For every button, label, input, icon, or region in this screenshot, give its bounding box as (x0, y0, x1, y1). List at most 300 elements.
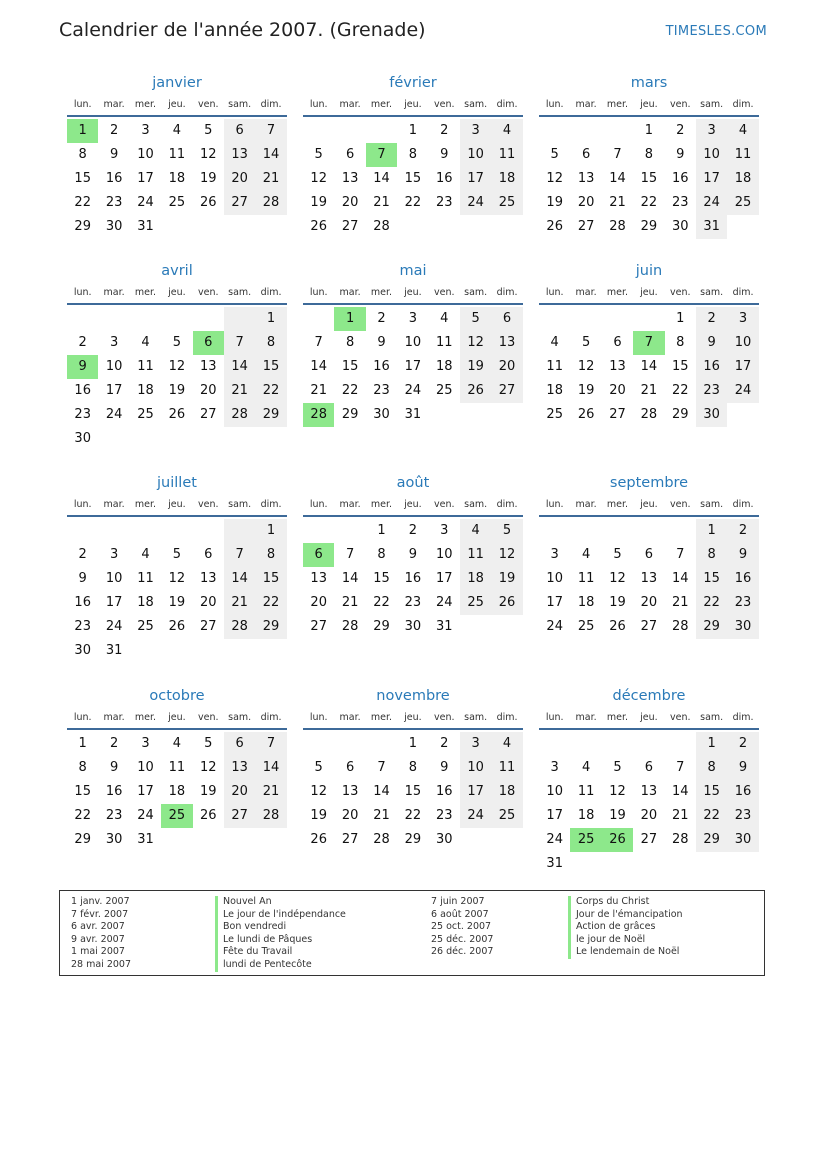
calendar-day: 18 (137, 595, 154, 610)
weekday-label: dim. (732, 99, 754, 110)
weekday-label: dim. (732, 287, 754, 298)
calendar-day: 14 (341, 571, 359, 586)
calendar-day: 19 (577, 383, 595, 398)
calendar-day: 30 (74, 643, 91, 658)
calendar-day: 25 (727, 191, 758, 215)
month-name: juin (635, 263, 663, 279)
calendar-day: 1 (644, 123, 653, 138)
calendar-day: 13 (491, 331, 522, 355)
weekday-label: mer. (134, 287, 157, 298)
weekday-label: dim. (260, 499, 282, 510)
calendar-day: 28 (255, 804, 286, 828)
calendar-day: 25 (577, 619, 595, 634)
calendar-day: 10 (696, 143, 727, 167)
calendar-day: 1 (408, 123, 417, 138)
calendar-day: 18 (137, 383, 154, 398)
weekday-label: sam. (700, 287, 724, 298)
weekday-label: lun. (309, 99, 328, 110)
weekday-header (303, 96, 523, 117)
holiday-name: Nouvel An (215, 896, 346, 909)
calendar-day: 12 (577, 359, 595, 374)
month-name: juillet (157, 475, 197, 491)
empty-day (602, 307, 633, 331)
calendar-day: 15 (404, 784, 422, 799)
calendar-day: 8 (676, 335, 685, 350)
weekday-label: jeu. (640, 499, 658, 510)
holiday-name: Jour de l'émancipation (568, 909, 683, 922)
calendar-day: 20 (199, 595, 217, 610)
holiday-name: Le lundi de Pâques (215, 934, 346, 947)
empty-day (193, 639, 224, 663)
calendar-day: 11 (577, 571, 595, 586)
calendar-day: 30 (74, 431, 91, 446)
calendar-day: 5 (172, 335, 181, 350)
calendar-day: 11 (491, 143, 522, 167)
calendar-day: 2 (696, 307, 727, 331)
empty-day (98, 427, 129, 451)
calendar-day: 12 (168, 571, 186, 586)
calendar-day: 24 (105, 407, 123, 422)
empty-day (570, 732, 601, 756)
empty-day (366, 732, 397, 756)
calendar-day: 5 (172, 547, 181, 562)
weekday-label: mer. (134, 712, 157, 723)
site-logo-link[interactable]: TIMESLES.COM (665, 24, 767, 39)
day-grid (539, 305, 759, 427)
calendar-day: 26 (546, 219, 563, 234)
weekday-header (67, 284, 287, 305)
calendar-day: 6 (224, 732, 255, 756)
empty-day (602, 732, 633, 756)
calendar-day: 5 (613, 760, 622, 775)
holiday-legend (59, 890, 765, 976)
calendar-day: 17 (404, 359, 422, 374)
calendar-day: 6 (204, 547, 213, 562)
calendar-day: 27 (341, 219, 359, 234)
calendar-day: 4 (491, 732, 522, 756)
calendar-day: 9 (440, 147, 449, 162)
weekday-label: ven. (434, 712, 455, 723)
calendar-day: 2 (727, 732, 758, 756)
calendar-day: 8 (345, 335, 355, 350)
calendar-day: 9 (109, 147, 119, 162)
month-calendar (539, 258, 759, 427)
empty-day (224, 307, 255, 331)
day-grid (67, 117, 287, 239)
calendar-day: 9 (727, 756, 758, 780)
empty-day (539, 732, 570, 756)
calendar-day: 15 (671, 359, 689, 374)
calendar-day: 12 (310, 171, 327, 186)
empty-day (130, 639, 161, 663)
calendar-day: 20 (640, 595, 658, 610)
empty-day (98, 519, 129, 543)
empty-day (491, 828, 522, 852)
calendar-day: 19 (546, 195, 563, 210)
empty-day (696, 852, 727, 876)
calendar-day: 24 (105, 619, 123, 634)
holiday-date: 1 janv. 2007 (71, 896, 130, 907)
calendar-day: 8 (408, 760, 417, 775)
weekday-label: lun. (545, 712, 564, 723)
calendar-day: 5 (204, 123, 213, 138)
weekday-header (539, 96, 759, 117)
empty-day (130, 307, 161, 331)
empty-day (460, 615, 491, 639)
calendar-day: 22 (255, 379, 286, 403)
empty-day (665, 519, 696, 543)
calendar-day: 10 (137, 760, 154, 775)
calendar-day: 20 (199, 383, 217, 398)
calendar-day: 1 (78, 736, 87, 751)
calendar-day: 9 (696, 331, 727, 355)
calendar-day: 1 (377, 523, 386, 538)
calendar-day: 22 (341, 383, 359, 398)
empty-day (334, 519, 365, 543)
weekday-header (539, 284, 759, 305)
calendar-day: 17 (727, 355, 758, 379)
calendar-day: 5 (460, 307, 491, 331)
empty-day (193, 828, 224, 852)
weekday-label: mar. (103, 499, 125, 510)
calendar-day: 20 (224, 167, 255, 191)
month-name: janvier (152, 75, 202, 91)
calendar-day: 24 (137, 195, 154, 210)
calendar-day: 23 (696, 379, 727, 403)
empty-day (633, 732, 664, 756)
calendar-day: 27 (224, 804, 255, 828)
calendar-day: 7 (366, 143, 397, 167)
calendar-day: 23 (727, 591, 758, 615)
calendar-day: 25 (137, 619, 154, 634)
empty-day (727, 215, 758, 239)
calendar-day: 29 (404, 832, 422, 847)
weekday-label: dim. (496, 712, 518, 723)
weekday-label: jeu. (404, 712, 422, 723)
empty-day (303, 519, 334, 543)
empty-day (67, 519, 98, 543)
calendar-day: 5 (550, 147, 559, 162)
calendar-day: 15 (640, 171, 658, 186)
calendar-day: 7 (255, 119, 286, 143)
calendar-day: 21 (255, 167, 286, 191)
empty-day (539, 119, 570, 143)
calendar-day: 15 (696, 780, 727, 804)
empty-day (460, 215, 491, 239)
calendar-day: 17 (105, 595, 123, 610)
weekday-label: lun. (545, 287, 564, 298)
empty-day (491, 403, 522, 427)
calendar-day: 26 (577, 407, 595, 422)
holiday-date: 25 déc. 2007 (431, 933, 494, 945)
calendar-day: 14 (373, 171, 390, 186)
calendar-day: 13 (224, 143, 255, 167)
calendar-day: 21 (671, 808, 689, 823)
weekday-label: mer. (606, 287, 629, 298)
weekday-label: jeu. (168, 499, 186, 510)
weekday-label: lun. (73, 712, 92, 723)
calendar-day: 2 (440, 123, 449, 138)
calendar-day: 30 (696, 403, 727, 427)
empty-day (303, 307, 334, 331)
calendar-day: 30 (727, 828, 758, 852)
calendar-day: 5 (613, 547, 622, 562)
calendar-day: 26 (199, 195, 217, 210)
calendar-day: 28 (224, 403, 255, 427)
calendar-day: 15 (341, 359, 359, 374)
weekday-label: mar. (339, 499, 361, 510)
weekday-label: mar. (575, 287, 597, 298)
calendar-day: 28 (303, 403, 334, 427)
calendar-day: 6 (491, 307, 522, 331)
calendar-day: 26 (460, 379, 491, 403)
weekday-label: lun. (545, 499, 564, 510)
calendar-day: 8 (255, 543, 286, 567)
calendar-day: 11 (168, 760, 186, 775)
calendar-day: 25 (137, 407, 154, 422)
calendar-day: 30 (105, 832, 123, 847)
calendar-day: 7 (314, 335, 323, 350)
weekday-label: lun. (73, 99, 92, 110)
empty-day (67, 307, 98, 331)
weekday-label: mar. (339, 287, 361, 298)
calendar-day: 21 (341, 595, 359, 610)
calendar-day: 20 (224, 780, 255, 804)
calendar-day: 12 (310, 784, 327, 799)
empty-day (366, 119, 397, 143)
weekday-label: dim. (260, 287, 282, 298)
weekday-header (67, 709, 287, 730)
weekday-label: sam. (228, 712, 252, 723)
calendar-day: 3 (460, 732, 491, 756)
calendar-day: 15 (255, 355, 286, 379)
calendar-day: 3 (550, 760, 559, 775)
weekday-label: sam. (228, 499, 252, 510)
calendar-day: 15 (74, 171, 91, 186)
calendar-day: 24 (460, 191, 491, 215)
calendar-day: 1 (676, 311, 685, 326)
calendar-day: 17 (137, 171, 154, 186)
empty-day (491, 215, 522, 239)
empty-day (130, 519, 161, 543)
calendar-day: 11 (137, 571, 154, 586)
calendar-day: 19 (491, 567, 522, 591)
calendar-day: 24 (696, 191, 727, 215)
calendar-day: 9 (408, 547, 417, 562)
holiday-name: Corps du Christ (568, 896, 683, 909)
empty-day (727, 403, 758, 427)
calendar-day: 5 (314, 147, 323, 162)
calendar-day: 12 (199, 147, 217, 162)
holiday-date: 7 juin 2007 (431, 896, 485, 907)
weekday-label: ven. (198, 712, 219, 723)
empty-day (460, 828, 491, 852)
month-calendar (67, 683, 287, 852)
month-name: mars (630, 75, 668, 91)
calendar-day: 27 (577, 219, 595, 234)
weekday-header (539, 709, 759, 730)
empty-day (255, 427, 286, 451)
calendar-day: 6 (613, 335, 622, 350)
empty-day (429, 403, 460, 427)
calendar-day: 4 (440, 311, 449, 326)
holiday-date: 6 août 2007 (431, 908, 489, 920)
calendar-day: 4 (141, 335, 150, 350)
calendar-day: 13 (224, 756, 255, 780)
holiday-name: Fête du Travail (215, 946, 346, 959)
calendar-day: 7 (633, 331, 664, 355)
calendar-day: 31 (105, 643, 123, 658)
weekday-label: mar. (575, 99, 597, 110)
calendar-day: 23 (671, 195, 689, 210)
empty-day (633, 307, 664, 331)
calendar-day: 26 (602, 828, 633, 852)
holiday-date: 1 mai 2007 (71, 946, 125, 958)
calendar-day: 8 (644, 147, 653, 162)
calendar-day: 1 (255, 519, 286, 543)
empty-day (570, 852, 601, 876)
calendar-day: 9 (727, 543, 758, 567)
empty-day (303, 732, 334, 756)
day-grid (539, 730, 759, 876)
calendar-day: 24 (137, 808, 154, 823)
month-calendar (303, 70, 523, 239)
empty-day (255, 215, 286, 239)
empty-day (570, 519, 601, 543)
calendar-day: 6 (345, 147, 355, 162)
calendar-day: 3 (109, 547, 119, 562)
calendar-day: 15 (404, 171, 422, 186)
calendar-day: 18 (491, 780, 522, 804)
month-name: octobre (149, 688, 205, 704)
calendar-day: 27 (640, 619, 658, 634)
calendar-day: 22 (373, 595, 390, 610)
empty-day (224, 639, 255, 663)
calendar-day: 15 (696, 567, 727, 591)
weekday-label: mar. (103, 99, 125, 110)
day-grid (67, 517, 287, 663)
calendar-day: 24 (546, 832, 563, 847)
calendar-day: 8 (377, 547, 386, 562)
calendar-day: 1 (255, 307, 286, 331)
weekday-label: mar. (575, 499, 597, 510)
calendar-day: 24 (460, 804, 491, 828)
empty-day (665, 852, 696, 876)
calendar-day: 3 (460, 119, 491, 143)
calendar-day: 18 (577, 595, 595, 610)
empty-day (193, 519, 224, 543)
calendar-day: 25 (570, 828, 601, 852)
weekday-header (67, 496, 287, 517)
calendar-day: 19 (609, 595, 626, 610)
empty-day (460, 403, 491, 427)
calendar-day: 20 (341, 808, 359, 823)
holiday-date: 6 avr. 2007 (71, 921, 125, 933)
month-calendar (539, 470, 759, 639)
calendar-day: 14 (609, 171, 626, 186)
calendar-day: 14 (373, 784, 390, 799)
calendar-day: 28 (609, 219, 626, 234)
calendar-day: 9 (109, 760, 119, 775)
calendar-day: 17 (546, 808, 563, 823)
calendar-day: 25 (491, 191, 522, 215)
weekday-label: jeu. (640, 99, 658, 110)
weekday-label: jeu. (404, 99, 422, 110)
calendar-day: 28 (341, 619, 359, 634)
calendar-day: 4 (172, 736, 181, 751)
calendar-day: 26 (168, 407, 186, 422)
empty-day (130, 427, 161, 451)
calendar-day: 19 (609, 808, 626, 823)
calendar-day: 13 (341, 784, 359, 799)
calendar-day: 13 (640, 571, 658, 586)
calendar-day: 23 (435, 195, 453, 210)
calendar-day: 27 (310, 619, 327, 634)
calendar-day: 4 (727, 119, 758, 143)
day-grid (539, 517, 759, 639)
calendar-day: 13 (199, 571, 217, 586)
calendar-day: 24 (435, 595, 453, 610)
calendar-day: 23 (105, 195, 123, 210)
weekday-label: mer. (134, 99, 157, 110)
calendar-day: 26 (310, 219, 327, 234)
calendar-day: 31 (435, 619, 453, 634)
weekday-label: dim. (496, 99, 518, 110)
empty-day (602, 119, 633, 143)
calendar-day: 19 (199, 784, 217, 799)
calendar-day: 16 (435, 171, 453, 186)
calendar-day: 17 (696, 167, 727, 191)
calendar-day: 2 (109, 736, 119, 751)
calendar-day: 23 (74, 407, 91, 422)
calendar-day: 16 (373, 359, 390, 374)
calendar-day: 31 (546, 856, 563, 871)
calendar-day: 21 (671, 595, 689, 610)
calendar-day: 9 (377, 335, 386, 350)
weekday-label: ven. (434, 287, 455, 298)
calendar-day: 19 (460, 355, 491, 379)
empty-day (539, 519, 570, 543)
calendar-day: 23 (435, 808, 453, 823)
calendar-day: 19 (310, 195, 327, 210)
calendar-day: 12 (199, 760, 217, 775)
calendar-day: 30 (671, 219, 689, 234)
weekday-label: ven. (670, 287, 691, 298)
calendar-day: 26 (491, 591, 522, 615)
calendar-day: 21 (310, 383, 327, 398)
calendar-day: 3 (696, 119, 727, 143)
calendar-day: 28 (671, 832, 689, 847)
calendar-day: 20 (491, 355, 522, 379)
calendar-day: 2 (377, 311, 386, 326)
empty-day (539, 307, 570, 331)
calendar-day: 10 (105, 571, 123, 586)
calendar-day: 28 (671, 619, 689, 634)
empty-day (161, 307, 192, 331)
calendar-day: 22 (640, 195, 658, 210)
calendar-day: 12 (609, 571, 626, 586)
calendar-day: 3 (440, 523, 449, 538)
calendar-day: 14 (224, 355, 255, 379)
calendar-day: 14 (640, 359, 658, 374)
calendar-day: 16 (74, 383, 91, 398)
calendar-day: 11 (435, 335, 453, 350)
calendar-day: 9 (78, 571, 87, 586)
holiday-name: Le jour de l'indépendance (215, 909, 346, 922)
empty-day (193, 307, 224, 331)
calendar-day: 3 (141, 736, 150, 751)
empty-day (193, 215, 224, 239)
